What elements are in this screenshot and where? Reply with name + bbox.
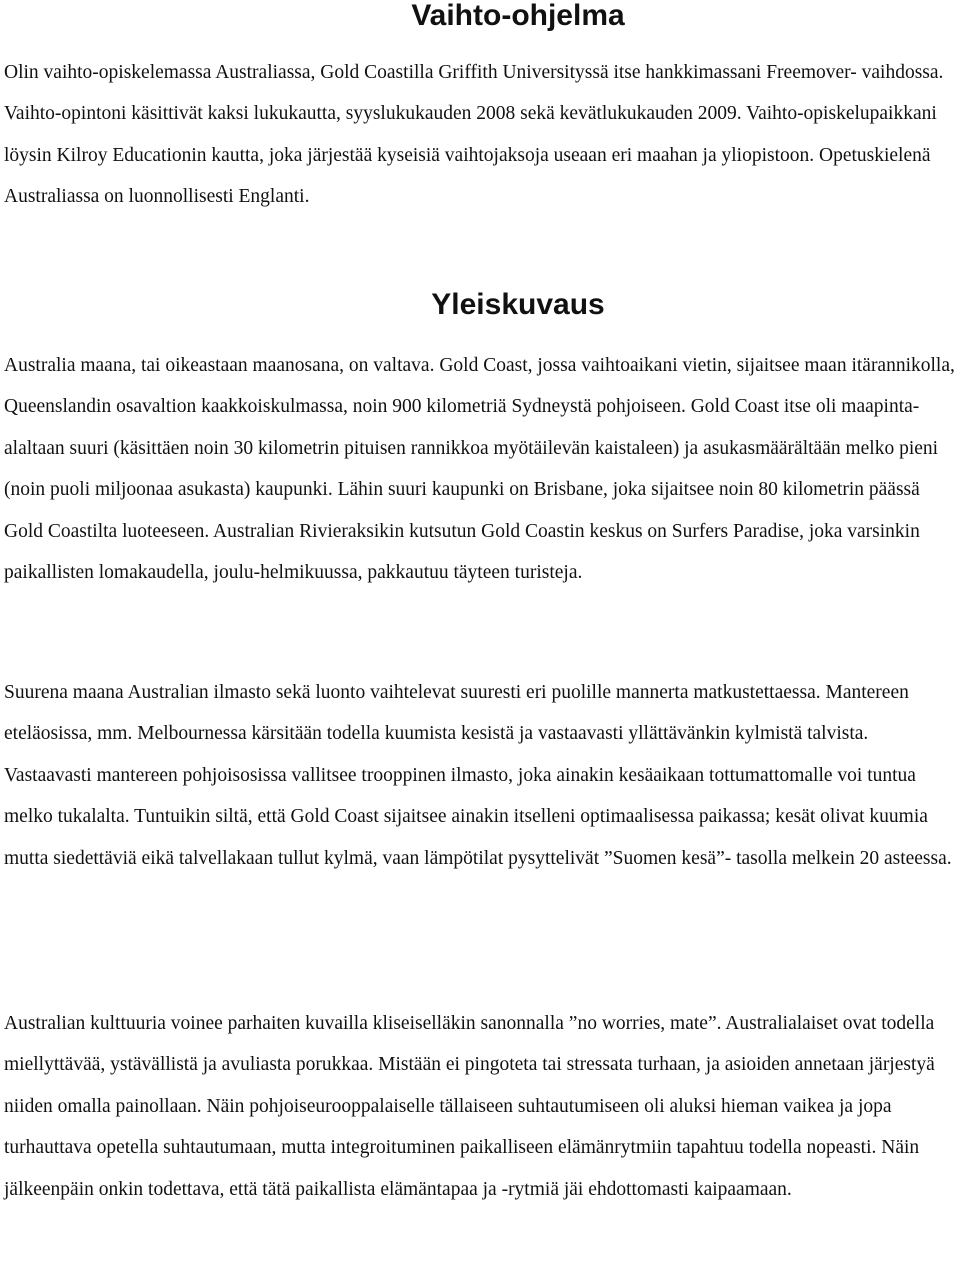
paragraph-location: Australia maana, tai oikeastaan maanosana, on valtava. Gold Coast, jossa vaihtoaikani vietin, sijaitsee maan itärannikolla, Queenslandin osavaltion kaakkoiskulmassa, noin 900 kilometriä Sydneystä pohjoiseen. Gold Coast itse oli maapinta-alaltaan suuri (käsittäen noin 30 kilometrin pituisen rannikkoa myötäilevän kaistaleen) ja asukasmäärältään melko pieni (noin puoli miljoonaa asukasta) kaupunki. Lähin suuri kaupunki on Brisbane, joka sijaitsee noin 80 kilometrin päässä Gold Coastilta luoteeseen. Australian Rivieraksikin kutsutun Gold Coastin keskus on Surfers Paradise, joka varsinkin paikallisten lomakaudella, joulu-helmikuussa, pakkautuu täyteen turisteja. <box>4 355 955 584</box>
page-title: Vaihto-ohjelma <box>411 0 625 32</box>
section-heading: Yleiskuvaus <box>431 288 605 321</box>
paragraph-climate: Suurena maana Australian ilmasto sekä luonto vaihtelevat suuresti eri puolille mannerta matkustettaessa. Mantereen eteläosissa, mm. Melbournessa kärsitään todella kuumista kesistä ja vastaavasti yllättävänkin kylmistä talvista. Vastaavasti mantereen pohjoisosissa vallitsee trooppinen ilmasto, joka ainakin kesäaikaan tottumattomalle voi tuntua melko tukalalta. Tuntuikin siltä, että Gold Coast sijaitsee ainakin itselleni optimaalisessa paikassa; kesät olivat kuumia mutta siedettäviä eikä talvellakaan tullut kylmä, vaan lämpötilat pysyttelivät ”Suomen kesä”- tasolla melkein 20 asteessa. <box>4 682 952 869</box>
intro-paragraph: Olin vaihto-opiskelemassa Australiassa, Gold Coastilla Griffith Universityssä itse hankkimassani Freemover- vaihdossa. Vaihto-opintoni käsittivät kaksi lukukautta, syyslukukauden 2008 sekä kevätlukukauden 2009. Vaihto-opiskelupaikkani löysin Kilroy Educationin kautta, joka järjestää kyseisiä vaihtojaksoja useaan eri maahan ja yliopistoon. Opetuskielenä Australiassa on luonnollisesti Englanti. <box>4 62 944 208</box>
paragraph-culture: Australian kulttuuria voinee parhaiten kuvailla kliseiselläkin sanonnalla ”no worries, mate”. Australialaiset ovat todella miellyttävää, ystävällistä ja avuliasta porukkaa. Mistään ei pingoteta tai stressata turhaan, ja asioiden annetaan järjestyä niiden omalla painollaan. Näin pohjoiseurooppalaiselle tällaiseen suhtautumiseen oli aluksi hieman vaikea ja jopa turhauttava opetella suhtautumaan, mutta integroituminen paikalliseen elämänrytmiin tapahtuu todella nopeasti. Näin jälkeenpäin onkin todettava, että tätä paikallista elämäntapaa ja -rytmiä jäi ehdottomasti kaipaamaan. <box>4 1013 935 1200</box>
